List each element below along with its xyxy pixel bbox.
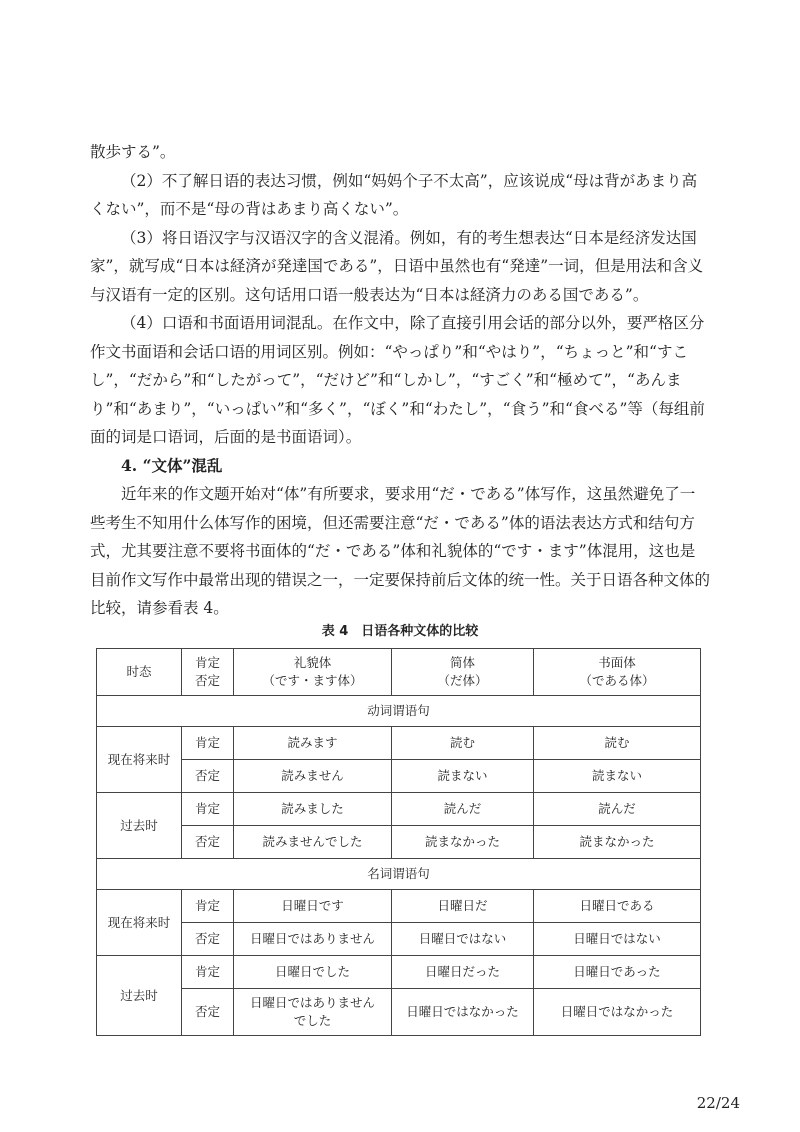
plain-cell: 読まない: [392, 760, 534, 793]
tense-cell: 过去时: [97, 956, 182, 1036]
header-written-label: 书面体: [598, 655, 636, 670]
polarity-cell: 否定: [182, 923, 234, 956]
table-row: [97, 989, 701, 1036]
header-polite-sub: （です・ます体）: [262, 673, 363, 688]
header-written-sub: （である体）: [579, 673, 655, 688]
section-title: 动词谓语句: [97, 696, 701, 727]
paragraph: （4）口语和书面语用词混乱。在作文中，除了直接引用会话的部分以外，要严格区分作文书面语和会话口语的用词区别。例如：“やっぱり”和“やはり”，“ちょっと”和“すこし”，“だから”和“したがって”，“だけど”和“しかし”，“すごく”和“極めて”，“あんまり”和“あまり”，“いっぱい”和“多く”，“ぼく”和“わたし”，“食う”和“食べる”等（每组前面的词是口语词，后面的是书面语词）。: [90, 314, 705, 446]
table-row: [97, 890, 701, 923]
tense-cell: 现在将来时: [97, 727, 182, 793]
section-heading: 4. “文体”混乱: [121, 455, 223, 475]
plain-cell: 読む: [392, 727, 534, 760]
paragraph: 近年来的作文题开始对“体”有所要求，要求用“だ・である”体写作，这虽然避免了一些考生不知用什么体写作的困境，但还需要注意“だ・である”体的语法表达方式和结句方式，尤其要注意不要将书面体的“だ・である”体和礼貌体的“です・ます”体混用，这也是目前作文写作中最常出现的错误之一，一定要保持前后文体的统一性。关于日语各种文体的比较，请参看表 4。: [90, 485, 711, 617]
style-comparison-table: [96, 648, 701, 1036]
header-aff: 肯定: [194, 655, 220, 670]
polarity-cell: 肯定: [182, 890, 234, 923]
section-title: 名词谓语句: [97, 859, 701, 890]
table-row: [97, 826, 701, 859]
written-cell: 読まなかった: [534, 826, 701, 859]
header-polite-label: 礼貌体: [293, 655, 332, 670]
header-written: [534, 649, 701, 696]
polite-cell: 日曜日ではありません: [234, 923, 392, 956]
table-section-row: [97, 859, 701, 890]
plain-cell: 日曜日ではなかった: [392, 989, 534, 1036]
polite-cell: 日曜日です: [234, 890, 392, 923]
plain-cell: 日曜日ではない: [392, 923, 534, 956]
paragraph: （2）不了解日语的表达习惯，例如“妈妈个子不太高”，应该说成“母は背があまり高くない”，而不是“母の背はあまり高くない”。: [90, 171, 698, 218]
paragraph: 散歩する”。: [90, 143, 176, 161]
written-cell: 日曜日ではない: [534, 923, 701, 956]
page-number: 22/24: [696, 1094, 740, 1112]
header-neg: 否定: [194, 673, 220, 688]
header-tense: 时态: [97, 649, 182, 696]
written-cell: 日曜日ではなかった: [534, 989, 701, 1036]
polarity-cell: 否定: [182, 826, 234, 859]
polarity-cell: 否定: [182, 760, 234, 793]
polarity-cell: 肯定: [182, 793, 234, 826]
header-polarity: [182, 649, 234, 696]
polarity-cell: 肯定: [182, 727, 234, 760]
header-plain: [392, 649, 534, 696]
table-row: [97, 793, 701, 826]
plain-cell: 日曜日だった: [392, 956, 534, 989]
polite-cell: 読みません: [234, 760, 392, 793]
written-cell: 日曜日である: [534, 890, 701, 923]
written-cell: 読まない: [534, 760, 701, 793]
plain-cell: 読んだ: [392, 793, 534, 826]
header-plain-label: 简体: [449, 655, 475, 670]
polite-cell: 読みました: [234, 793, 392, 826]
table-header-row: [97, 649, 701, 696]
header-plain-sub: （だ体）: [437, 673, 488, 688]
table-row: [97, 760, 701, 793]
polite-cell: 読みませんでした: [234, 826, 392, 859]
header-polite: [234, 649, 392, 696]
table-row: [97, 956, 701, 989]
plain-cell: 読まなかった: [392, 826, 534, 859]
polite-cell: 日曜日ではありませんでした: [234, 989, 392, 1036]
table-row: [97, 923, 701, 956]
polarity-cell: 肯定: [182, 956, 234, 989]
written-cell: 読んだ: [534, 793, 701, 826]
body-text: [90, 138, 710, 623]
table-row: [97, 727, 701, 760]
polarity-cell: 否定: [182, 989, 234, 1036]
polite-cell: 日曜日でした: [234, 956, 392, 989]
table-caption: 表 4 日语各种文体的比较: [321, 624, 479, 639]
table-section-row: [97, 696, 701, 727]
paragraph: （3）将日语汉字与汉语汉字的含义混淆。例如，有的考生想表达“日本是经济发达国家”，就写成“日本は経済が発達国である”，日语中虽然也有“発達”一词，但是用法和含义与汉语有一定的区别。这句话用口语一般表达为“日本は経済力のある国である”。: [90, 228, 704, 304]
tense-cell: 现在将来时: [97, 890, 182, 956]
polite-cell: 読みます: [234, 727, 392, 760]
written-cell: 読む: [534, 727, 701, 760]
plain-cell: 日曜日だ: [392, 890, 534, 923]
written-cell: 日曜日であった: [534, 956, 701, 989]
tense-cell: 过去时: [97, 793, 182, 859]
